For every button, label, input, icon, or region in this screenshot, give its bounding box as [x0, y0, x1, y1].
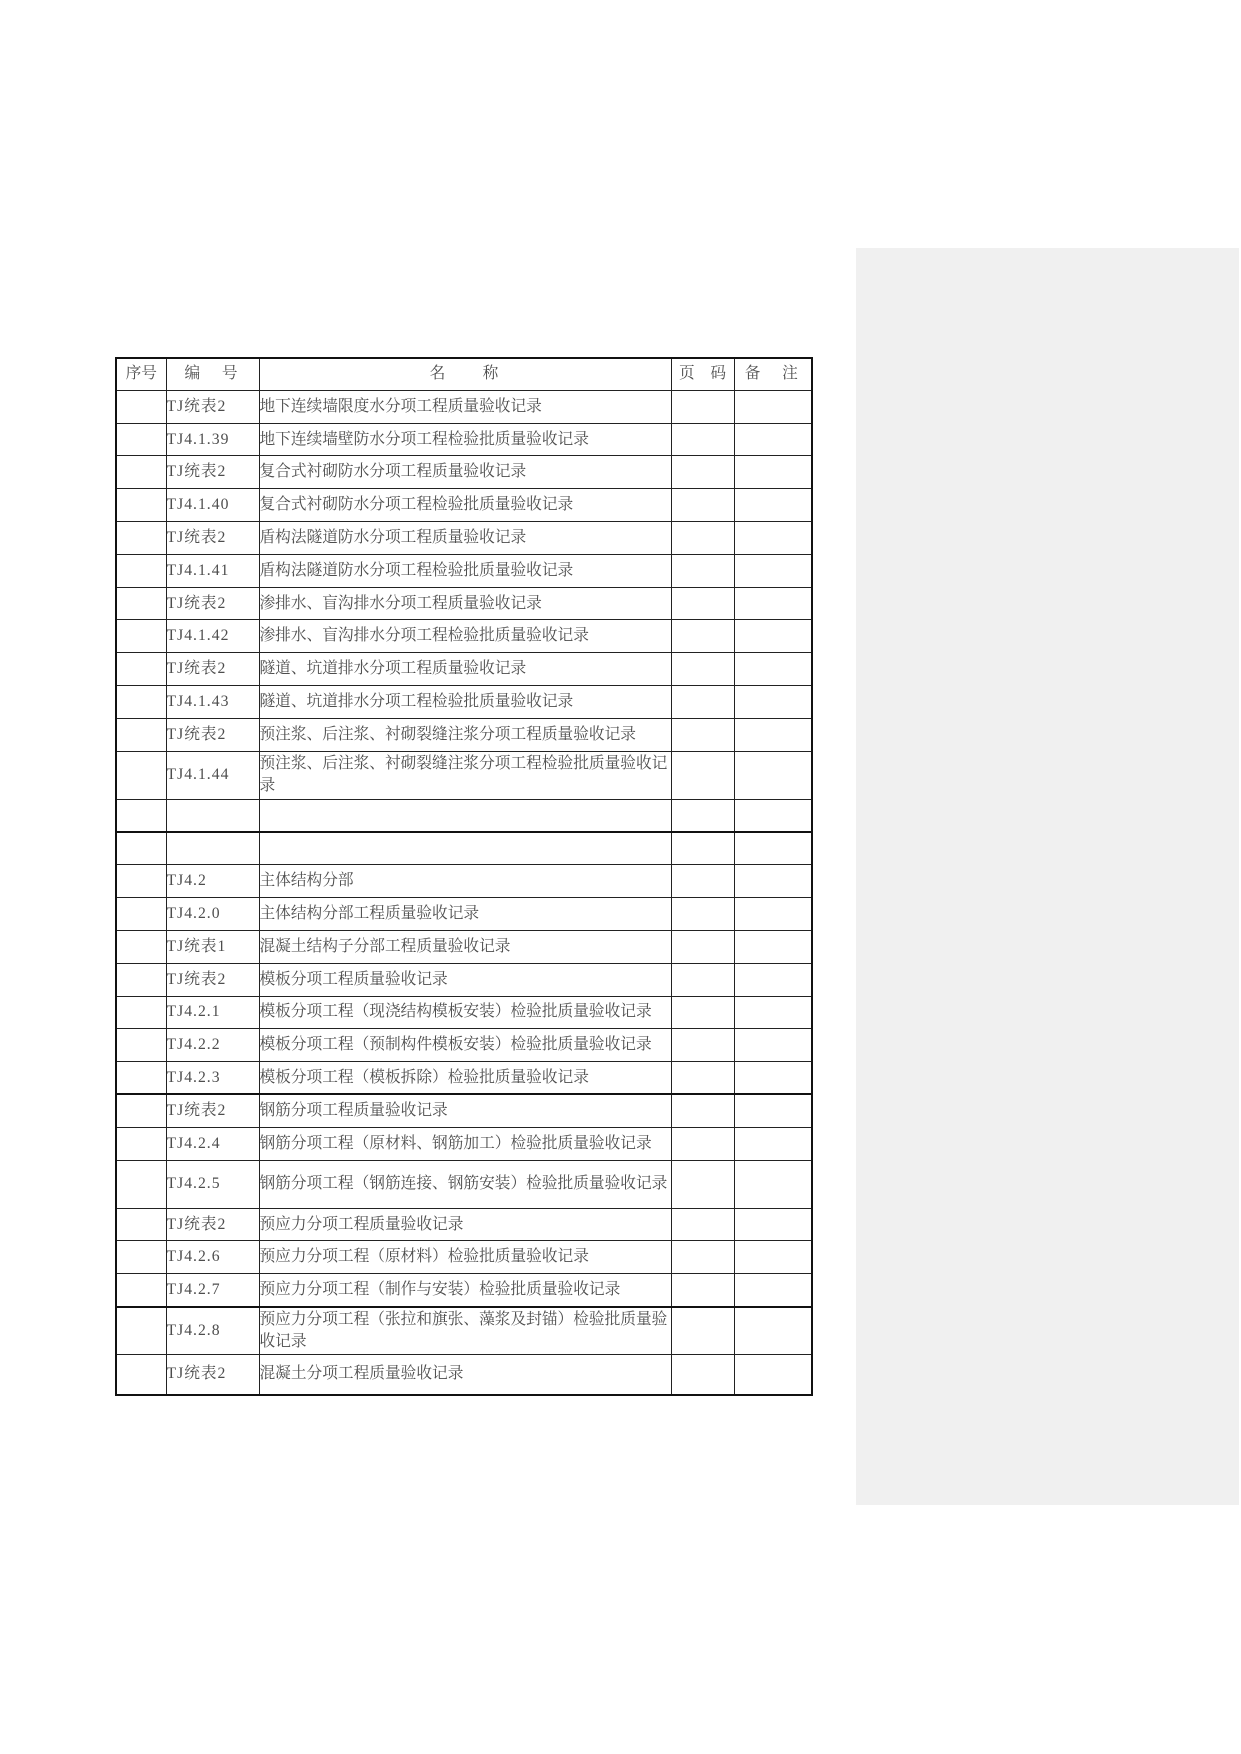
table-row	[116, 554, 812, 587]
table-row	[116, 390, 812, 423]
page-cell	[671, 620, 734, 653]
code-cell: TJ4.1.42	[166, 620, 259, 653]
name-cell: 模板分项工程（现浇结构模板安装）检验批质量验收记录	[259, 996, 671, 1029]
table-row	[116, 587, 812, 620]
name-cell: 预应力分项工程质量验收记录	[259, 1208, 671, 1241]
code-cell: TJ4.1.44	[166, 751, 259, 799]
name-cell: 钢筋分项工程（原材料、钢筋加工）检验批质量验收记录	[259, 1127, 671, 1160]
name-cell: 盾构法隧道防水分项工程质量验收记录	[259, 522, 671, 555]
table-row	[116, 489, 812, 522]
index-cell	[116, 1274, 166, 1307]
remark-cell	[734, 489, 812, 522]
index-cell	[116, 930, 166, 963]
index-table	[115, 357, 813, 1396]
page-cell	[671, 898, 734, 931]
table-row	[116, 1274, 812, 1307]
code-cell: TJ4.2.3	[166, 1062, 259, 1095]
code-cell: TJ统表2	[166, 963, 259, 996]
header-name: 名 称	[259, 358, 671, 390]
code-cell: TJ4.2.7	[166, 1274, 259, 1307]
header-code: 编 号	[166, 358, 259, 390]
code-cell: TJ4.2.0	[166, 898, 259, 931]
index-cell	[116, 489, 166, 522]
remark-cell	[734, 587, 812, 620]
code-cell: TJ统表2	[166, 1094, 259, 1127]
remark-cell	[734, 1160, 812, 1208]
table-row	[116, 1355, 812, 1395]
index-cell	[116, 423, 166, 456]
name-cell: 盾构法隧道防水分项工程检验批质量验收记录	[259, 554, 671, 587]
name-cell: 混凝土结构子分部工程质量验收记录	[259, 930, 671, 963]
header-page: 页 码	[671, 358, 734, 390]
page-cell	[671, 799, 734, 832]
table-row	[116, 1127, 812, 1160]
name-cell: 模板分项工程（预制构件模板安装）检验批质量验收记录	[259, 1029, 671, 1062]
index-cell	[116, 456, 166, 489]
table-row	[116, 1062, 812, 1095]
code-cell: TJ4.2.6	[166, 1241, 259, 1274]
remark-cell	[734, 686, 812, 719]
table-row	[116, 1307, 812, 1355]
name-cell	[259, 799, 671, 832]
page-cell	[671, 489, 734, 522]
table-header-row	[116, 358, 812, 390]
index-cell	[116, 390, 166, 423]
page-cell	[671, 1127, 734, 1160]
page-cell	[671, 456, 734, 489]
name-cell: 模板分项工程质量验收记录	[259, 963, 671, 996]
name-cell: 地下连续墙限度水分项工程质量验收记录	[259, 390, 671, 423]
name-cell: 隧道、坑道排水分项工程检验批质量验收记录	[259, 686, 671, 719]
name-cell: 复合式衬砌防水分项工程质量验收记录	[259, 456, 671, 489]
remark-cell	[734, 996, 812, 1029]
remark-cell	[734, 1208, 812, 1241]
remark-cell	[734, 554, 812, 587]
table-row	[116, 1160, 812, 1208]
index-cell	[116, 522, 166, 555]
page-cell	[671, 751, 734, 799]
name-cell: 复合式衬砌防水分项工程检验批质量验收记录	[259, 489, 671, 522]
remark-cell	[734, 1127, 812, 1160]
page-cell	[671, 1274, 734, 1307]
code-cell: TJ4.2.2	[166, 1029, 259, 1062]
page-cell	[671, 1307, 734, 1355]
index-cell	[116, 799, 166, 832]
name-cell: 预应力分项工程（原材料）检验批质量验收记录	[259, 1241, 671, 1274]
page-cell	[671, 865, 734, 898]
remark-cell	[734, 522, 812, 555]
index-cell	[116, 718, 166, 751]
page-cell	[671, 1029, 734, 1062]
index-cell	[116, 1160, 166, 1208]
name-cell: 隧道、坑道排水分项工程质量验收记录	[259, 653, 671, 686]
table-row	[116, 1208, 812, 1241]
name-cell: 渗排水、盲沟排水分项工程检验批质量验收记录	[259, 620, 671, 653]
header-remark: 备 注	[734, 358, 812, 390]
remark-cell	[734, 1094, 812, 1127]
index-cell	[116, 1208, 166, 1241]
index-cell	[116, 587, 166, 620]
name-cell: 混凝土分项工程质量验收记录	[259, 1355, 671, 1395]
code-cell: TJ统表1	[166, 930, 259, 963]
code-cell: TJ统表2	[166, 653, 259, 686]
code-cell: TJ4.2	[166, 865, 259, 898]
code-cell: TJ4.1.39	[166, 423, 259, 456]
table-row	[116, 898, 812, 931]
index-cell	[116, 963, 166, 996]
table-row	[116, 751, 812, 799]
page-cell	[671, 930, 734, 963]
remark-cell	[734, 653, 812, 686]
page-cell	[671, 390, 734, 423]
remark-cell	[734, 930, 812, 963]
table-row	[116, 799, 812, 832]
code-cell	[166, 799, 259, 832]
table-row	[116, 930, 812, 963]
index-cell	[116, 865, 166, 898]
index-cell	[116, 751, 166, 799]
remark-cell	[734, 1274, 812, 1307]
name-cell: 预注浆、后注浆、衬砌裂缝注浆分项工程质量验收记录	[259, 718, 671, 751]
table-row	[116, 963, 812, 996]
table-row	[116, 832, 812, 865]
page-cell	[671, 832, 734, 865]
table-row	[116, 1094, 812, 1127]
index-cell	[116, 1241, 166, 1274]
index-cell	[116, 1355, 166, 1395]
name-cell: 主体结构分部工程质量验收记录	[259, 898, 671, 931]
index-cell	[116, 996, 166, 1029]
page-cell	[671, 686, 734, 719]
remark-cell	[734, 456, 812, 489]
page-cell	[671, 653, 734, 686]
code-cell: TJ统表2	[166, 522, 259, 555]
name-cell: 地下连续墙壁防水分项工程检验批质量验收记录	[259, 423, 671, 456]
code-cell: TJ4.2.5	[166, 1160, 259, 1208]
name-cell: 预应力分项工程（张拉和旗张、藻浆及封锚）检验批质量验收记录	[259, 1307, 671, 1355]
page-cell	[671, 522, 734, 555]
code-cell: TJ统表2	[166, 390, 259, 423]
index-cell	[116, 898, 166, 931]
index-cell	[116, 1307, 166, 1355]
table-row	[116, 1029, 812, 1062]
name-cell: 钢筋分项工程质量验收记录	[259, 1094, 671, 1127]
code-cell: TJ统表2	[166, 718, 259, 751]
index-cell	[116, 1127, 166, 1160]
index-cell	[116, 832, 166, 865]
code-cell: TJ4.1.41	[166, 554, 259, 587]
name-cell: 渗排水、盲沟排水分项工程质量验收记录	[259, 587, 671, 620]
name-cell: 模板分项工程（模板拆除）检验批质量验收记录	[259, 1062, 671, 1095]
table-row	[116, 620, 812, 653]
page-cell	[671, 1208, 734, 1241]
table-row	[116, 686, 812, 719]
code-cell: TJ4.2.4	[166, 1127, 259, 1160]
remark-cell	[734, 1062, 812, 1095]
index-cell	[116, 1062, 166, 1095]
remark-cell	[734, 865, 812, 898]
code-cell: TJ4.1.43	[166, 686, 259, 719]
page-cell	[671, 1094, 734, 1127]
remark-cell	[734, 1241, 812, 1274]
code-cell	[166, 832, 259, 865]
table-row	[116, 1241, 812, 1274]
page-cell	[671, 963, 734, 996]
remark-cell	[734, 1355, 812, 1395]
page-cell	[671, 1062, 734, 1095]
remark-cell	[734, 1029, 812, 1062]
remark-cell	[734, 898, 812, 931]
header-index: 序号	[116, 358, 166, 390]
table-row	[116, 522, 812, 555]
page-cell	[671, 996, 734, 1029]
remark-cell	[734, 799, 812, 832]
table-row	[116, 718, 812, 751]
name-cell: 钢筋分项工程（钢筋连接、钢筋安装）检验批质量验收记录	[259, 1160, 671, 1208]
code-cell: TJ4.1.40	[166, 489, 259, 522]
code-cell: TJ统表2	[166, 587, 259, 620]
page-cell	[671, 554, 734, 587]
remark-cell	[734, 718, 812, 751]
page-cell	[671, 1241, 734, 1274]
name-cell: 主体结构分部	[259, 865, 671, 898]
remark-cell	[734, 751, 812, 799]
name-cell: 预应力分项工程（制作与安装）检验批质量验收记录	[259, 1274, 671, 1307]
page-cell	[671, 1355, 734, 1395]
index-cell	[116, 554, 166, 587]
code-cell: TJ统表2	[166, 1355, 259, 1395]
index-cell	[116, 653, 166, 686]
remark-cell	[734, 832, 812, 865]
name-cell	[259, 832, 671, 865]
page-cell	[671, 423, 734, 456]
code-cell: TJ统表2	[166, 456, 259, 489]
table-row	[116, 996, 812, 1029]
name-cell: 预注浆、后注浆、衬砌裂缝注浆分项工程检验批质量验收记录	[259, 751, 671, 799]
table-row	[116, 865, 812, 898]
comment-pane	[856, 248, 1239, 1505]
remark-cell	[734, 1307, 812, 1355]
code-cell: TJ4.2.8	[166, 1307, 259, 1355]
remark-cell	[734, 390, 812, 423]
index-cell	[116, 686, 166, 719]
code-cell: TJ4.2.1	[166, 996, 259, 1029]
page-cell	[671, 587, 734, 620]
table-row	[116, 423, 812, 456]
index-cell	[116, 1094, 166, 1127]
index-cell	[116, 620, 166, 653]
remark-cell	[734, 963, 812, 996]
remark-cell	[734, 423, 812, 456]
page-cell	[671, 718, 734, 751]
code-cell: TJ统表2	[166, 1208, 259, 1241]
table-row	[116, 456, 812, 489]
table-row	[116, 653, 812, 686]
index-cell	[116, 1029, 166, 1062]
remark-cell	[734, 620, 812, 653]
page-cell	[671, 1160, 734, 1208]
